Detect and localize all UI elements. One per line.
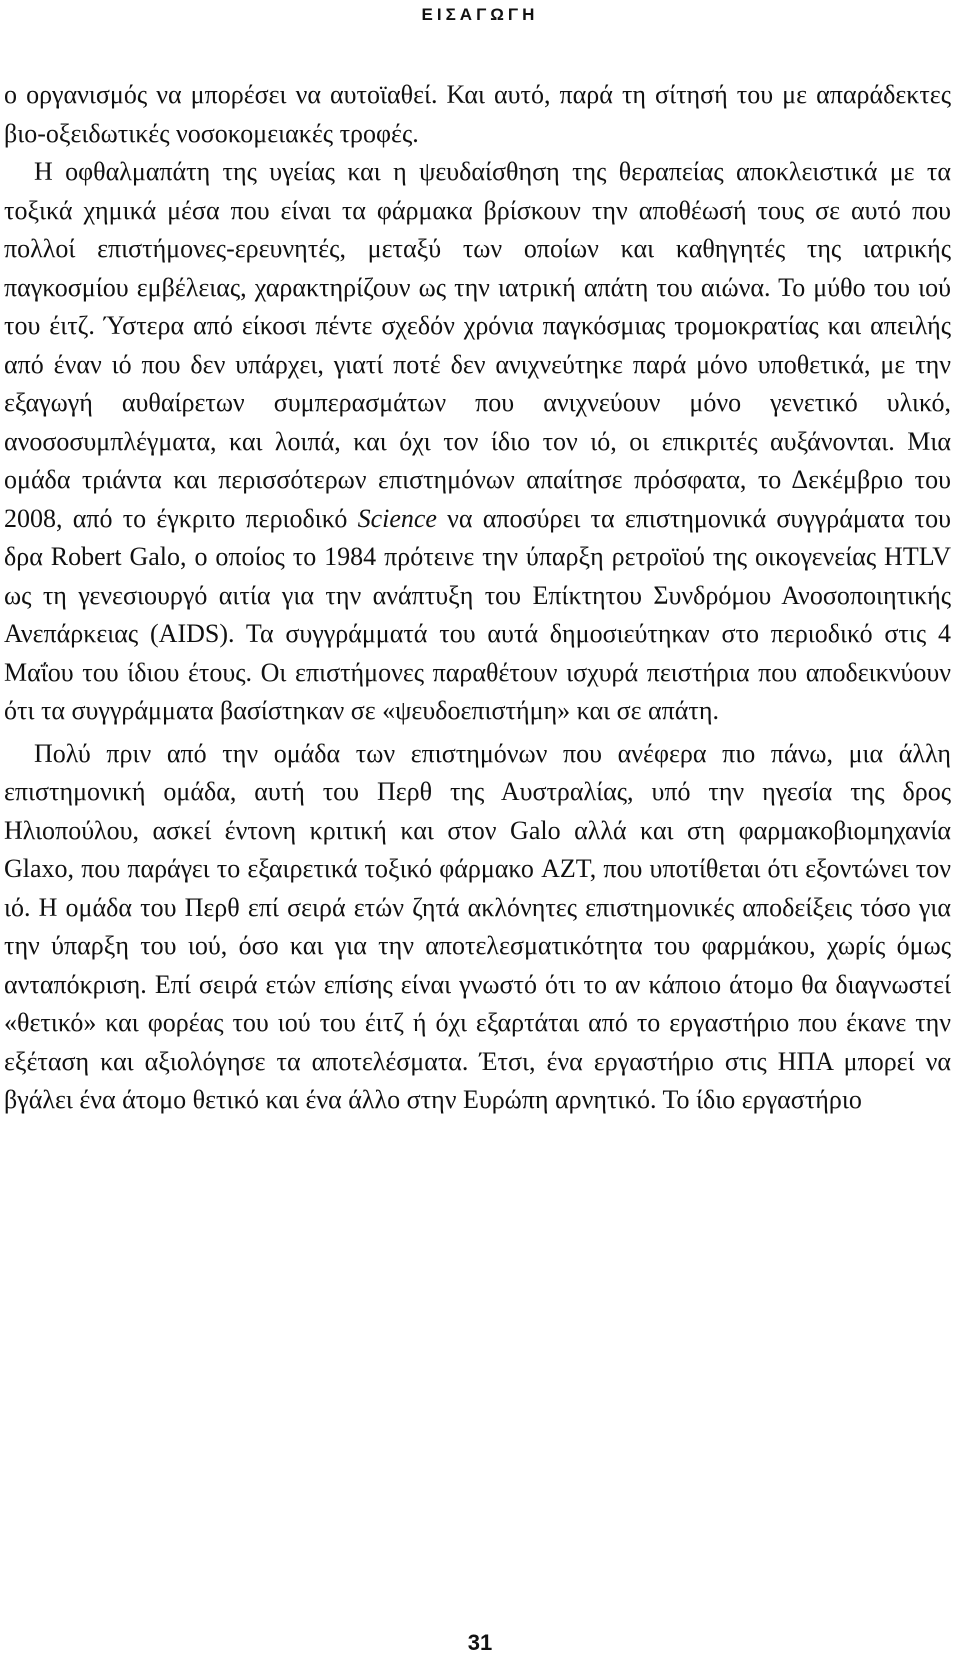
body-text	[4, 76, 951, 1120]
journal-title-italic: Science	[357, 503, 437, 533]
paragraph-text: ο οργανισμός να μπορέσει να αυτοϊαθεί. Και αυτό, παρά τη σίτησή του με απαράδεκτες βιο-οξειδωτικές νοσοκομειακές τροφές.	[4, 80, 951, 148]
paragraph-text: να αποσύρει τα επιστημονικά συγγράματα του δρα Robert Galo, ο οποίος το 1984 πρότεινε την ύπαρξη ρετροϊού της οικογενείας HTLV ως τη γενεσιουργό αιτία για την ανάπτυξη του Επίκτητου Συνδρόμου Ανοσοποιητικής Ανεπάρκειας (AIDS). Τα συγγράμματά του αυτά δημοσιεύτηκαν στο περιοδικό στις 4 Μαΐου του ίδιου έτους. Οι επιστήμονες παραθέτουν ισχυρά πειστήρια που αποδεικνύουν ότι τα συγγράμματα βασίστηκαν σε «ψευδοεπιστήμη» και σε απάτη.	[4, 503, 951, 725]
paragraph	[4, 735, 951, 1120]
paragraph	[4, 153, 951, 731]
paragraph-continued	[4, 76, 951, 153]
paragraph-text: Πολύ πριν από την ομάδα των επιστημόνων που ανέφερα πιο πάνω, μια άλλη επιστημονική ομάδα, αυτή του Περθ της Αυστραλίας, υπό την ηγεσία της δρος Ηλιοπούλου, ασκεί έντονη κριτική και στον Galo αλλά και στη φαρμακοβιομηχανία Glaxo, που παράγει το εξαιρετικά τοξικό φάρμακο AZT, που υποτίθεται ότι εξοντώνει τον ιό. Η ομάδα του Περθ επί σειρά ετών ζητά ακλόνητες επιστημονικές αποδείξεις τόσο για την ύπαρξη του ιού, όσο και για την αποτελεσματικότητα του φαρμάκου, χωρίς όμως ανταπόκριση. Επί σειρά ετών επίσης είναι γνωστό ότι το αν κάποιο άτομο θα διαγνωστεί «θετικό» και φορέας του ιού του έιτζ ή όχι εξαρτάται από το εργαστήριο που έκανε την εξέταση και αξιολόγησε τα αποτελέσματα. Έτσι, ένα εργαστήριο στις ΗΠΑ μπορεί να βγάλει ένα άτομο θετικό και ένα άλλο στην Ευρώπη αρνητικό. Το ίδιο εργαστήριο	[4, 738, 951, 1114]
paragraph-text: Η οφθαλμαπάτη της υγείας και η ψευδαίσθηση της θεραπείας αποκλειστικά με τα τοξικά χημικά μέσα που είναι τα φάρμακα βρίσκουν την αποθέωσή τους σε αυτό που πολλοί επιστήμονες-ερευνητές, μεταξύ των οποίων και καθηγητές της ιατρικής παγκοσμίου εμβέλειας, χαρακτηρίζουν ως την ιατρική απάτη του αιώνα. Το μύθο του ιού του έιτζ. Ύστερα από είκοσι πέντε σχεδόν χρόνια παγκόσμιας τρομοκρατίας και απειλής από έναν ιό που δεν υπάρχει, γιατί ποτέ δεν ανιχνεύτηκε παρά μόνο υποθετικά, με την εξαγωγή αυθαίρετων συμπερασμάτων που ανιχνεύουν μόνο γενετικό υλικό, ανοσοσυμπλέγματα, και λοιπά, και όχι τον ίδιο τον ιό, οι επικριτές αυξάνονται. Μια ομάδα τριάντα και περισσότερων επιστημόνων απαίτησε πρόσφατα, το Δεκέμβριο του 2008, από το έγκριτο περιοδικό	[4, 157, 951, 533]
running-head: ΕΙΣΑΓΩΓΗ	[421, 5, 539, 24]
page-number: 31	[467, 1630, 493, 1655]
